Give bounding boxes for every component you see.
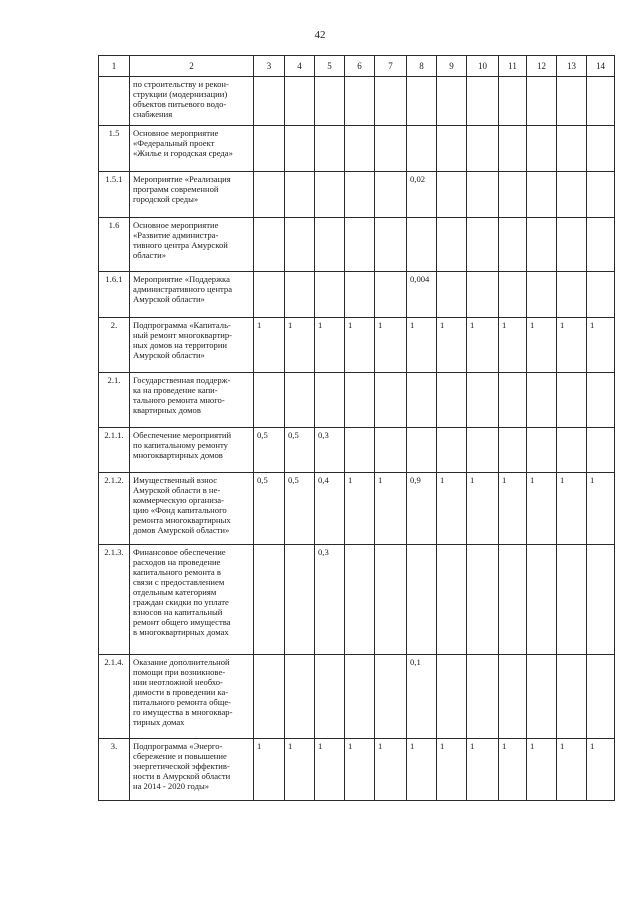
table-row bbox=[99, 126, 615, 172]
value-cell bbox=[315, 218, 345, 272]
table-row bbox=[99, 318, 615, 373]
value-cell bbox=[254, 655, 285, 739]
value-cell bbox=[557, 172, 587, 218]
value-cell: 1 bbox=[499, 473, 527, 545]
value-cell bbox=[375, 126, 407, 172]
row-description: Мероприятие «Поддержка административного центра Амурской области» bbox=[130, 272, 254, 318]
value-cell: 1 bbox=[557, 739, 587, 801]
value-cell: 1 bbox=[587, 318, 615, 373]
value-cell: 1 bbox=[375, 739, 407, 801]
value-cell bbox=[527, 77, 557, 126]
row-description: Государственная поддерж- ка на проведение капи- тального ремонта много- квартирных домов bbox=[130, 373, 254, 428]
value-cell bbox=[467, 545, 499, 655]
table-row bbox=[99, 172, 615, 218]
value-cell bbox=[557, 655, 587, 739]
value-cell: 1 bbox=[254, 318, 285, 373]
value-cell: 1 bbox=[254, 739, 285, 801]
value-cell bbox=[437, 218, 467, 272]
column-number: 5 bbox=[315, 56, 345, 77]
value-cell bbox=[437, 428, 467, 473]
value-cell: 1 bbox=[467, 318, 499, 373]
value-cell bbox=[467, 218, 499, 272]
value-cell: 0,1 bbox=[407, 655, 437, 739]
table-row bbox=[99, 373, 615, 428]
value-cell bbox=[499, 77, 527, 126]
value-cell: 1 bbox=[587, 739, 615, 801]
value-cell bbox=[315, 272, 345, 318]
value-cell bbox=[499, 272, 527, 318]
row-number: 3. bbox=[99, 739, 130, 801]
value-cell: 1 bbox=[527, 739, 557, 801]
value-cell bbox=[587, 655, 615, 739]
value-cell bbox=[254, 545, 285, 655]
value-cell bbox=[527, 545, 557, 655]
page-number: 42 bbox=[314, 29, 326, 41]
row-description: Мероприятие «Реализация программ современной городской среды» bbox=[130, 172, 254, 218]
value-cell bbox=[285, 172, 315, 218]
value-cell bbox=[285, 126, 315, 172]
table-body bbox=[99, 56, 615, 801]
value-cell: 1 bbox=[557, 318, 587, 373]
value-cell bbox=[557, 545, 587, 655]
value-cell bbox=[527, 428, 557, 473]
value-cell: 0,004 bbox=[407, 272, 437, 318]
row-number bbox=[99, 77, 130, 126]
value-cell bbox=[375, 545, 407, 655]
value-cell bbox=[254, 272, 285, 318]
value-cell: 1 bbox=[345, 739, 375, 801]
table-row bbox=[99, 739, 615, 801]
value-cell: 1 bbox=[437, 318, 467, 373]
value-cell bbox=[527, 172, 557, 218]
column-number: 9 bbox=[437, 56, 467, 77]
value-cell bbox=[285, 373, 315, 428]
value-cell bbox=[527, 373, 557, 428]
value-cell bbox=[437, 545, 467, 655]
value-cell bbox=[254, 126, 285, 172]
value-cell bbox=[499, 126, 527, 172]
indicators-table bbox=[98, 55, 615, 801]
column-number: 13 bbox=[557, 56, 587, 77]
table-row bbox=[99, 545, 615, 655]
value-cell bbox=[499, 655, 527, 739]
value-cell: 1 bbox=[527, 318, 557, 373]
value-cell bbox=[375, 218, 407, 272]
value-cell: 1 bbox=[285, 318, 315, 373]
value-cell bbox=[467, 126, 499, 172]
value-cell bbox=[587, 172, 615, 218]
table-row bbox=[99, 77, 615, 126]
value-cell bbox=[587, 428, 615, 473]
value-cell: 0,4 bbox=[315, 473, 345, 545]
value-cell bbox=[345, 77, 375, 126]
row-number: 2.1. bbox=[99, 373, 130, 428]
value-cell: 0,5 bbox=[254, 428, 285, 473]
column-number: 2 bbox=[130, 56, 254, 77]
value-cell bbox=[557, 272, 587, 318]
table-row bbox=[99, 655, 615, 739]
value-cell bbox=[527, 126, 557, 172]
value-cell bbox=[345, 218, 375, 272]
value-cell bbox=[467, 373, 499, 428]
column-number: 8 bbox=[407, 56, 437, 77]
value-cell bbox=[437, 172, 467, 218]
value-cell bbox=[285, 545, 315, 655]
value-cell bbox=[315, 655, 345, 739]
value-cell bbox=[285, 272, 315, 318]
value-cell bbox=[587, 218, 615, 272]
value-cell: 1 bbox=[557, 473, 587, 545]
row-number: 1.6.1 bbox=[99, 272, 130, 318]
row-number: 2.1.3. bbox=[99, 545, 130, 655]
value-cell: 0,3 bbox=[315, 545, 345, 655]
value-cell bbox=[587, 272, 615, 318]
value-cell: 1 bbox=[407, 318, 437, 373]
value-cell bbox=[407, 545, 437, 655]
value-cell: 1 bbox=[345, 318, 375, 373]
column-number: 10 bbox=[467, 56, 499, 77]
column-number-row bbox=[99, 56, 615, 77]
column-number: 11 bbox=[499, 56, 527, 77]
value-cell bbox=[345, 172, 375, 218]
value-cell: 1 bbox=[375, 473, 407, 545]
value-cell bbox=[499, 545, 527, 655]
value-cell bbox=[467, 272, 499, 318]
value-cell bbox=[499, 172, 527, 218]
value-cell: 1 bbox=[437, 473, 467, 545]
value-cell bbox=[285, 77, 315, 126]
value-cell bbox=[557, 428, 587, 473]
value-cell: 0,5 bbox=[254, 473, 285, 545]
value-cell bbox=[345, 272, 375, 318]
value-cell bbox=[345, 373, 375, 428]
value-cell bbox=[467, 172, 499, 218]
table-row bbox=[99, 218, 615, 272]
value-cell bbox=[437, 77, 467, 126]
column-number: 3 bbox=[254, 56, 285, 77]
value-cell bbox=[527, 218, 557, 272]
value-cell bbox=[254, 172, 285, 218]
value-cell bbox=[345, 126, 375, 172]
value-cell bbox=[407, 218, 437, 272]
value-cell bbox=[375, 77, 407, 126]
value-cell bbox=[499, 218, 527, 272]
value-cell bbox=[527, 272, 557, 318]
value-cell bbox=[315, 172, 345, 218]
value-cell: 1 bbox=[407, 739, 437, 801]
value-cell bbox=[375, 655, 407, 739]
row-number: 2.1.4. bbox=[99, 655, 130, 739]
row-description: Обеспечение мероприятий по капитальному ремонту многоквартирных домов bbox=[130, 428, 254, 473]
value-cell bbox=[527, 655, 557, 739]
value-cell bbox=[499, 428, 527, 473]
value-cell bbox=[587, 77, 615, 126]
value-cell: 1 bbox=[499, 318, 527, 373]
table-row bbox=[99, 428, 615, 473]
value-cell bbox=[587, 373, 615, 428]
row-description: Основное мероприятие «Развитие администра- тивного центра Амурской области» bbox=[130, 218, 254, 272]
value-cell bbox=[285, 655, 315, 739]
value-cell bbox=[557, 126, 587, 172]
value-cell bbox=[557, 218, 587, 272]
value-cell bbox=[407, 126, 437, 172]
value-cell: 1 bbox=[345, 473, 375, 545]
column-number: 1 bbox=[99, 56, 130, 77]
value-cell: 1 bbox=[467, 739, 499, 801]
value-cell bbox=[375, 373, 407, 428]
row-description: по строительству и рекон- струкции (модернизации) объектов питьевого водо- снабжения bbox=[130, 77, 254, 126]
value-cell bbox=[375, 272, 407, 318]
value-cell bbox=[467, 77, 499, 126]
value-cell: 1 bbox=[315, 739, 345, 801]
value-cell bbox=[407, 428, 437, 473]
row-number: 1.5 bbox=[99, 126, 130, 172]
value-cell bbox=[254, 77, 285, 126]
value-cell bbox=[557, 77, 587, 126]
value-cell bbox=[254, 218, 285, 272]
value-cell bbox=[254, 373, 285, 428]
value-cell: 1 bbox=[315, 318, 345, 373]
value-cell bbox=[587, 545, 615, 655]
value-cell bbox=[467, 655, 499, 739]
value-cell bbox=[315, 126, 345, 172]
row-description: Финансовое обеспечение расходов на проведение капитального ремонта в связи с предоставлением отдельным категориям граждан скидки по уплате взносов на капитальный ремонт общего имущества в многоквартирных домах bbox=[130, 545, 254, 655]
value-cell bbox=[315, 77, 345, 126]
value-cell bbox=[375, 428, 407, 473]
value-cell bbox=[407, 77, 437, 126]
value-cell: 1 bbox=[527, 473, 557, 545]
value-cell bbox=[375, 172, 407, 218]
value-cell: 1 bbox=[437, 739, 467, 801]
column-number: 4 bbox=[285, 56, 315, 77]
value-cell bbox=[587, 126, 615, 172]
value-cell bbox=[557, 373, 587, 428]
value-cell: 1 bbox=[375, 318, 407, 373]
value-cell bbox=[437, 655, 467, 739]
row-description: Имущественный взнос Амурской области в не- коммерческую организа- цию «Фонд капитального ремонта многоквартирных домов Амурской области» bbox=[130, 473, 254, 545]
row-description: Оказание дополнительной помощи при возникнове- нии неотложной необхо- димости в проведении ка- питального ремонта обще- го имущества в многоквар- тирных домах bbox=[130, 655, 254, 739]
value-cell: 0,02 bbox=[407, 172, 437, 218]
row-number: 2. bbox=[99, 318, 130, 373]
column-number: 12 bbox=[527, 56, 557, 77]
row-number: 1.5.1 bbox=[99, 172, 130, 218]
value-cell bbox=[315, 373, 345, 428]
value-cell: 1 bbox=[587, 473, 615, 545]
row-description: Подпрограмма «Капиталь- ный ремонт многоквартир- ных домов на территории Амурской области» bbox=[130, 318, 254, 373]
column-number: 14 bbox=[587, 56, 615, 77]
row-description: Подпрограмма «Энерго- сбережение и повышение энергетической эффектив- ности в Амурской области на 2014 - 2020 годы» bbox=[130, 739, 254, 801]
table-row bbox=[99, 272, 615, 318]
value-cell: 0,9 bbox=[407, 473, 437, 545]
value-cell bbox=[285, 218, 315, 272]
value-cell bbox=[499, 373, 527, 428]
row-number: 1.6 bbox=[99, 218, 130, 272]
value-cell bbox=[437, 272, 467, 318]
column-number: 6 bbox=[345, 56, 375, 77]
table-row bbox=[99, 473, 615, 545]
value-cell: 0,5 bbox=[285, 428, 315, 473]
value-cell bbox=[437, 126, 467, 172]
column-number: 7 bbox=[375, 56, 407, 77]
value-cell bbox=[437, 373, 467, 428]
row-description: Основное мероприятие «Федеральный проект «Жилье и городская среда» bbox=[130, 126, 254, 172]
value-cell: 1 bbox=[499, 739, 527, 801]
value-cell bbox=[407, 373, 437, 428]
value-cell: 0,5 bbox=[285, 473, 315, 545]
value-cell bbox=[345, 655, 375, 739]
value-cell: 1 bbox=[467, 473, 499, 545]
value-cell bbox=[345, 428, 375, 473]
row-number: 2.1.1. bbox=[99, 428, 130, 473]
value-cell bbox=[345, 545, 375, 655]
value-cell: 1 bbox=[285, 739, 315, 801]
value-cell bbox=[467, 428, 499, 473]
row-number: 2.1.2. bbox=[99, 473, 130, 545]
value-cell: 0,3 bbox=[315, 428, 345, 473]
